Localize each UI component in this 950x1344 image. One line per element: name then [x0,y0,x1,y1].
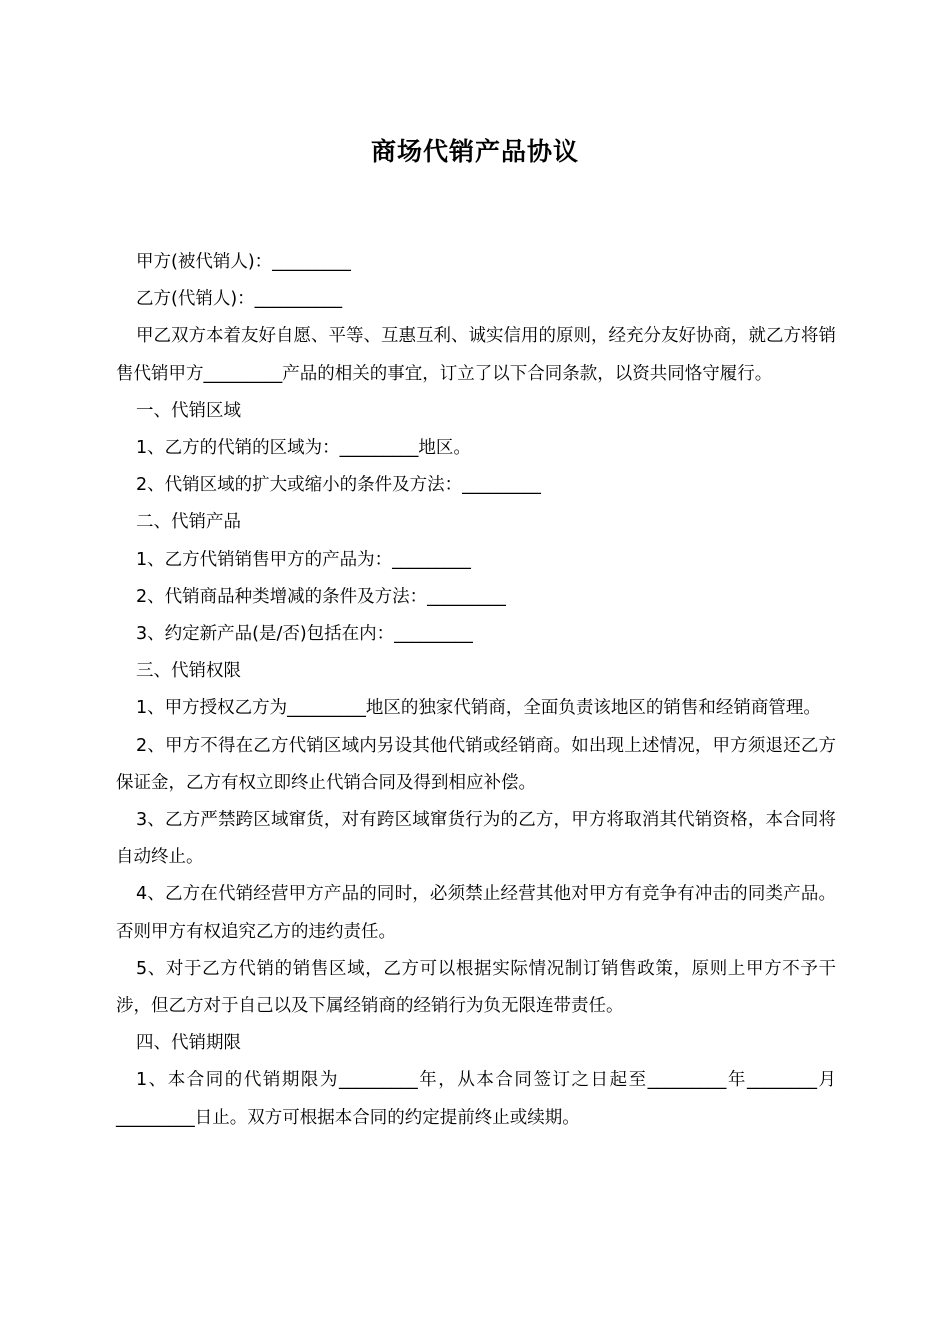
clause-products-3: 3、约定新产品(是/否)包括在内：_________ [136,624,473,645]
party-b-line: 乙方(代销人)：__________ [136,289,343,310]
section-heading-products: 二、代销产品 [136,512,241,533]
clause-area-2: 2、代销区域的扩大或缩小的条件及方法：_________ [136,475,541,496]
party-a-line: 甲方(被代销人)：_________ [136,252,351,272]
clause-authority-1: 1、甲方授权乙方为_________地区的独家代销商，全面负责该地区的销售和经销商管理。 [136,698,821,719]
clause-authority-4: 4、乙方在代销经营甲方产品的同时，必须禁止经营其他对甲方有竞争有冲击的同类产品。否则甲方有权追究乙方的违约责任。 [116,884,836,942]
document-body [116,244,836,1137]
clause-term-1: 1、本合同的代销期限为_________年，从本合同签订之日起至_________年________月_________日止。双方可根据本合同的约定提前终止或续期。 [116,1070,836,1128]
preamble-paragraph: 甲乙双方本着友好自愿、平等、互惠互利、诚实信用的原则，经充分友好协商，就乙方将销售代销甲方_________产品的相关的事宜，订立了以下合同条款，以资共同恪守履行。 [116,326,836,384]
clause-products-1: 1、乙方代销销售甲方的产品为：_________ [136,549,471,570]
section-heading-area: 一、代销区域 [136,400,241,421]
clause-area-1: 1、乙方的代销的区域为：_________地区。 [136,438,471,459]
document-title: 商场代销产品协议 [370,137,579,166]
clause-authority-5: 5、对于乙方代销的销售区域，乙方可以根据实际情况制订销售政策，原则上甲方不予干涉，但乙方对于自己以及下属经销商的经销行为负无限连带责任。 [116,958,836,1017]
clause-authority-2: 2、甲方不得在乙方代销区域内另设其他代销或经销商。如出现上述情况，甲方须退还乙方保证金，乙方有权立即终止代销合同及得到相应补偿。 [116,735,836,793]
clause-products-2: 2、代销商品种类增减的条件及方法：_________ [136,586,506,607]
section-heading-term: 四、代销期限 [136,1033,241,1054]
clause-authority-3: 3、乙方严禁跨区域窜货，对有跨区域窜货行为的乙方，甲方将取消其代销资格，本合同将自动终止。 [116,810,836,868]
section-heading-authority: 三、代销权限 [136,661,241,682]
